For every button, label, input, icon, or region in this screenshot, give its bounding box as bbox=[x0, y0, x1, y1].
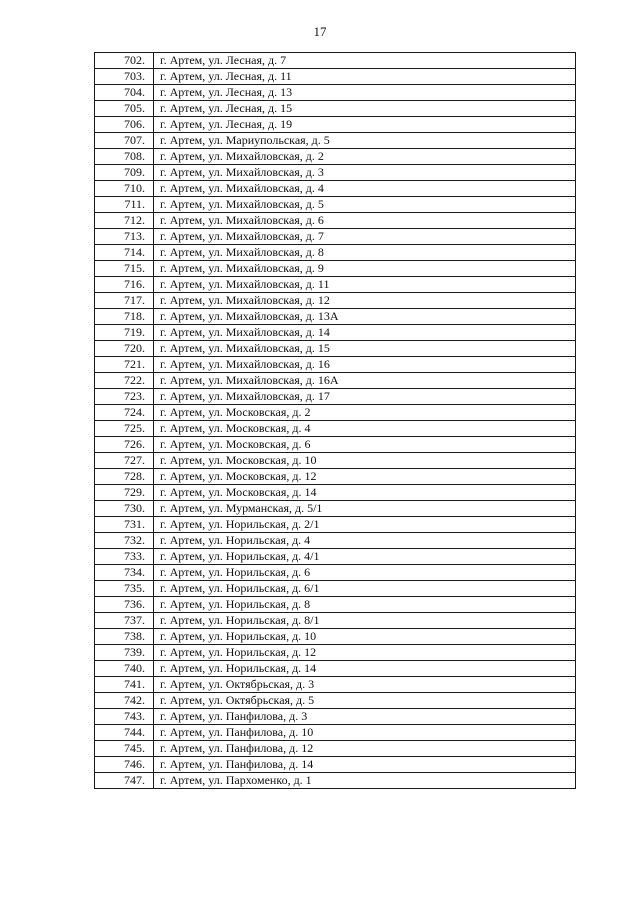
table-row bbox=[95, 469, 576, 485]
table-row bbox=[95, 613, 576, 629]
address-cell: г. Артем, ул. Михайловская, д. 6 bbox=[154, 213, 576, 229]
table-row bbox=[95, 709, 576, 725]
row-number-cell: 702. bbox=[95, 53, 154, 69]
address-cell: г. Артем, ул. Норильская, д. 6 bbox=[154, 565, 576, 581]
row-number-cell: 712. bbox=[95, 213, 154, 229]
table-row bbox=[95, 629, 576, 645]
row-number-cell: 714. bbox=[95, 245, 154, 261]
address-cell: г. Артем, ул. Московская, д. 4 bbox=[154, 421, 576, 437]
address-cell: г. Артем, ул. Михайловская, д. 9 bbox=[154, 261, 576, 277]
table-row bbox=[95, 757, 576, 773]
address-cell: г. Артем, ул. Норильская, д. 12 bbox=[154, 645, 576, 661]
table-row bbox=[95, 53, 576, 69]
row-number-cell: 743. bbox=[95, 709, 154, 725]
table-row bbox=[95, 661, 576, 677]
row-number-cell: 720. bbox=[95, 341, 154, 357]
table-row bbox=[95, 693, 576, 709]
row-number-cell: 746. bbox=[95, 757, 154, 773]
row-number-cell: 715. bbox=[95, 261, 154, 277]
row-number-cell: 730. bbox=[95, 501, 154, 517]
address-cell: г. Артем, ул. Лесная, д. 7 bbox=[154, 53, 576, 69]
address-cell: г. Артем, ул. Московская, д. 10 bbox=[154, 453, 576, 469]
row-number-cell: 737. bbox=[95, 613, 154, 629]
address-cell: г. Артем, ул. Панфилова, д. 10 bbox=[154, 725, 576, 741]
row-number-cell: 738. bbox=[95, 629, 154, 645]
row-number-cell: 706. bbox=[95, 117, 154, 133]
row-number-cell: 740. bbox=[95, 661, 154, 677]
row-number-cell: 739. bbox=[95, 645, 154, 661]
address-cell: г. Артем, ул. Норильская, д. 2/1 bbox=[154, 517, 576, 533]
table-row bbox=[95, 485, 576, 501]
row-number-cell: 723. bbox=[95, 389, 154, 405]
address-cell: г. Артем, ул. Мариупольская, д. 5 bbox=[154, 133, 576, 149]
row-number-cell: 705. bbox=[95, 101, 154, 117]
address-table bbox=[94, 52, 576, 789]
table-row bbox=[95, 405, 576, 421]
address-cell: г. Артем, ул. Михайловская, д. 2 bbox=[154, 149, 576, 165]
row-number-cell: 725. bbox=[95, 421, 154, 437]
row-number-cell: 734. bbox=[95, 565, 154, 581]
table-row bbox=[95, 357, 576, 373]
row-number-cell: 736. bbox=[95, 597, 154, 613]
row-number-cell: 735. bbox=[95, 581, 154, 597]
table-row bbox=[95, 229, 576, 245]
table-row bbox=[95, 549, 576, 565]
address-cell: г. Артем, ул. Михайловская, д. 16 bbox=[154, 357, 576, 373]
table-row bbox=[95, 437, 576, 453]
table-row bbox=[95, 213, 576, 229]
address-cell: г. Артем, ул. Октябрьская, д. 3 bbox=[154, 677, 576, 693]
address-cell: г. Артем, ул. Октябрьская, д. 5 bbox=[154, 693, 576, 709]
row-number-cell: 731. bbox=[95, 517, 154, 533]
row-number-cell: 733. bbox=[95, 549, 154, 565]
row-number-cell: 717. bbox=[95, 293, 154, 309]
table-row bbox=[95, 165, 576, 181]
row-number-cell: 719. bbox=[95, 325, 154, 341]
address-cell: г. Артем, ул. Норильская, д. 8/1 bbox=[154, 613, 576, 629]
address-cell: г. Артем, ул. Михайловская, д. 13А bbox=[154, 309, 576, 325]
address-cell: г. Артем, ул. Лесная, д. 15 bbox=[154, 101, 576, 117]
table-row bbox=[95, 421, 576, 437]
address-cell: г. Артем, ул. Панфилова, д. 3 bbox=[154, 709, 576, 725]
row-number-cell: 708. bbox=[95, 149, 154, 165]
table-row bbox=[95, 325, 576, 341]
row-number-cell: 729. bbox=[95, 485, 154, 501]
address-cell: г. Артем, ул. Норильская, д. 4/1 bbox=[154, 549, 576, 565]
address-cell: г. Артем, ул. Михайловская, д. 17 bbox=[154, 389, 576, 405]
table-row bbox=[95, 149, 576, 165]
table-row bbox=[95, 277, 576, 293]
address-cell: г. Артем, ул. Михайловская, д. 7 bbox=[154, 229, 576, 245]
address-cell: г. Артем, ул. Норильская, д. 4 bbox=[154, 533, 576, 549]
address-cell: г. Артем, ул. Московская, д. 14 bbox=[154, 485, 576, 501]
table-row bbox=[95, 389, 576, 405]
address-cell: г. Артем, ул. Михайловская, д. 8 bbox=[154, 245, 576, 261]
table-row bbox=[95, 597, 576, 613]
table-row bbox=[95, 197, 576, 213]
table-row bbox=[95, 517, 576, 533]
address-table-body bbox=[95, 53, 576, 789]
table-row bbox=[95, 341, 576, 357]
row-number-cell: 716. bbox=[95, 277, 154, 293]
address-cell: г. Артем, ул. Панфилова, д. 14 bbox=[154, 757, 576, 773]
row-number-cell: 711. bbox=[95, 197, 154, 213]
address-cell: г. Артем, ул. Московская, д. 12 bbox=[154, 469, 576, 485]
row-number-cell: 741. bbox=[95, 677, 154, 693]
table-row bbox=[95, 645, 576, 661]
table-row bbox=[95, 117, 576, 133]
address-cell: г. Артем, ул. Панфилова, д. 12 bbox=[154, 741, 576, 757]
table-row bbox=[95, 453, 576, 469]
table-row bbox=[95, 181, 576, 197]
address-cell: г. Артем, ул. Михайловская, д. 14 bbox=[154, 325, 576, 341]
table-row bbox=[95, 261, 576, 277]
table-row bbox=[95, 773, 576, 789]
table-row bbox=[95, 85, 576, 101]
row-number-cell: 718. bbox=[95, 309, 154, 325]
table-row bbox=[95, 293, 576, 309]
address-cell: г. Артем, ул. Лесная, д. 19 bbox=[154, 117, 576, 133]
row-number-cell: 709. bbox=[95, 165, 154, 181]
address-cell: г. Артем, ул. Московская, д. 6 bbox=[154, 437, 576, 453]
address-cell: г. Артем, ул. Лесная, д. 13 bbox=[154, 85, 576, 101]
row-number-cell: 742. bbox=[95, 693, 154, 709]
address-cell: г. Артем, ул. Московская, д. 2 bbox=[154, 405, 576, 421]
row-number-cell: 713. bbox=[95, 229, 154, 245]
table-row bbox=[95, 69, 576, 85]
row-number-cell: 726. bbox=[95, 437, 154, 453]
address-cell: г. Артем, ул. Норильская, д. 6/1 bbox=[154, 581, 576, 597]
address-cell: г. Артем, ул. Мурманская, д. 5/1 bbox=[154, 501, 576, 517]
table-row bbox=[95, 581, 576, 597]
table-row bbox=[95, 725, 576, 741]
row-number-cell: 722. bbox=[95, 373, 154, 389]
address-cell: г. Артем, ул. Пархоменко, д. 1 bbox=[154, 773, 576, 789]
address-cell: г. Артем, ул. Норильская, д. 8 bbox=[154, 597, 576, 613]
page-number: 17 bbox=[313, 24, 327, 39]
address-cell: г. Артем, ул. Михайловская, д. 5 bbox=[154, 197, 576, 213]
row-number-cell: 707. bbox=[95, 133, 154, 149]
row-number-cell: 745. bbox=[95, 741, 154, 757]
table-row bbox=[95, 309, 576, 325]
row-number-cell: 744. bbox=[95, 725, 154, 741]
address-cell: г. Артем, ул. Лесная, д. 11 bbox=[154, 69, 576, 85]
address-cell: г. Артем, ул. Михайловская, д. 16А bbox=[154, 373, 576, 389]
address-cell: г. Артем, ул. Михайловская, д. 11 bbox=[154, 277, 576, 293]
row-number-cell: 710. bbox=[95, 181, 154, 197]
row-number-cell: 727. bbox=[95, 453, 154, 469]
table-row bbox=[95, 677, 576, 693]
row-number-cell: 732. bbox=[95, 533, 154, 549]
row-number-cell: 703. bbox=[95, 69, 154, 85]
table-row bbox=[95, 533, 576, 549]
address-cell: г. Артем, ул. Михайловская, д. 3 bbox=[154, 165, 576, 181]
table-row bbox=[95, 245, 576, 261]
row-number-cell: 747. bbox=[95, 773, 154, 789]
table-row bbox=[95, 133, 576, 149]
table-row bbox=[95, 373, 576, 389]
row-number-cell: 728. bbox=[95, 469, 154, 485]
table-row bbox=[95, 101, 576, 117]
address-cell: г. Артем, ул. Норильская, д. 10 bbox=[154, 629, 576, 645]
table-row bbox=[95, 565, 576, 581]
address-cell: г. Артем, ул. Михайловская, д. 4 bbox=[154, 181, 576, 197]
row-number-cell: 721. bbox=[95, 357, 154, 373]
address-cell: г. Артем, ул. Норильская, д. 14 bbox=[154, 661, 576, 677]
row-number-cell: 724. bbox=[95, 405, 154, 421]
table-row bbox=[95, 741, 576, 757]
address-cell: г. Артем, ул. Михайловская, д. 12 bbox=[154, 293, 576, 309]
row-number-cell: 704. bbox=[95, 85, 154, 101]
table-row bbox=[95, 501, 576, 517]
address-cell: г. Артем, ул. Михайловская, д. 15 bbox=[154, 341, 576, 357]
